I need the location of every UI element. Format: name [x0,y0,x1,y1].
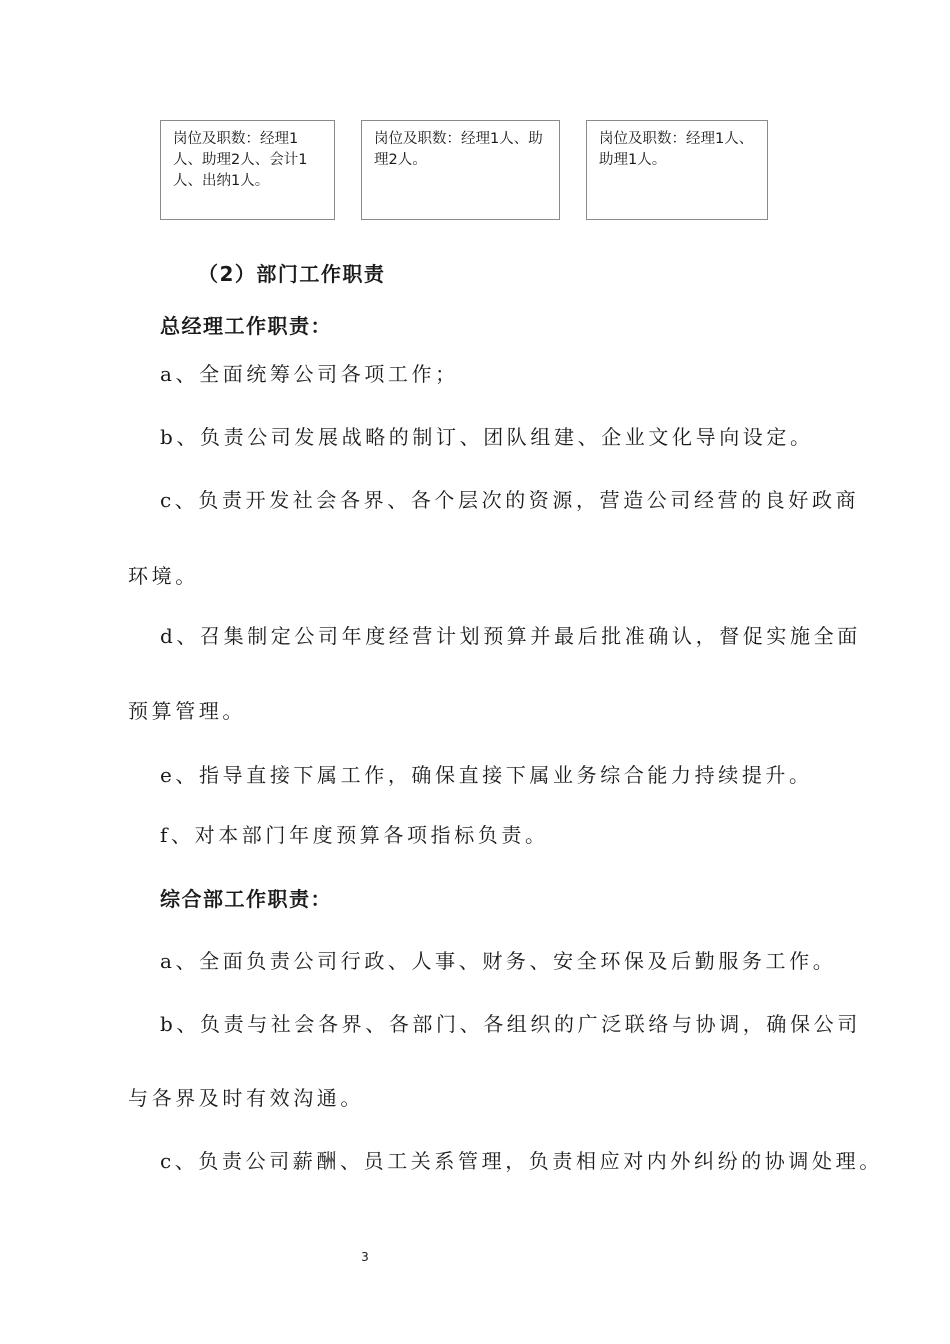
gm-duty-d-line2: 预算管理。 [128,699,246,723]
gm-duty-e: e、指导直接下属工作，确保直接下属业务综合能力持续提升。 [160,763,813,787]
position-box-finance: 岗位及职数：经理1人、助理2人、会计1人、出纳1人。 [160,120,335,220]
position-box-middle: 岗位及职数：经理1人、助理2人。 [361,120,560,220]
gm-duties-heading: 总经理工作职责： [160,314,332,338]
gm-duty-a: a、全面统筹公司各项工作； [160,362,459,386]
position-box-right: 岗位及职数：经理1人、助理1人。 [586,120,768,220]
gm-duty-c-line2: 环境。 [128,564,199,588]
page-number: 3 [361,1250,369,1264]
admin-duty-a: a、全面负责公司行政、人事、财务、安全环保及后勤服务工作。 [160,949,837,973]
admin-duties-heading: 综合部工作职责： [160,887,332,911]
gm-duty-b: b、负责公司发展战略的制订、团队组建、企业文化导向设定。 [160,425,814,449]
admin-duty-b-line1: b、负责与社会各界、各部门、各组织的广泛联络与协调，确保公司 [160,1012,861,1036]
gm-duty-c-line1: c、负责开发社会各界、各个层次的资源，营造公司经营的良好政商 [160,488,860,512]
admin-duty-b-line2: 与各界及时有效沟通。 [128,1086,364,1110]
section-heading: （2）部门工作职责 [198,262,386,286]
admin-duty-c: c、负责公司薪酬、员工关系管理，负责相应对内外纠纷的协调处理。 [160,1149,883,1173]
gm-duty-f: f、对本部门年度预算各项指标负责。 [160,823,549,847]
gm-duty-d-line1: d、召集制定公司年度经营计划预算并最后批准确认，督促实施全面 [160,624,861,648]
